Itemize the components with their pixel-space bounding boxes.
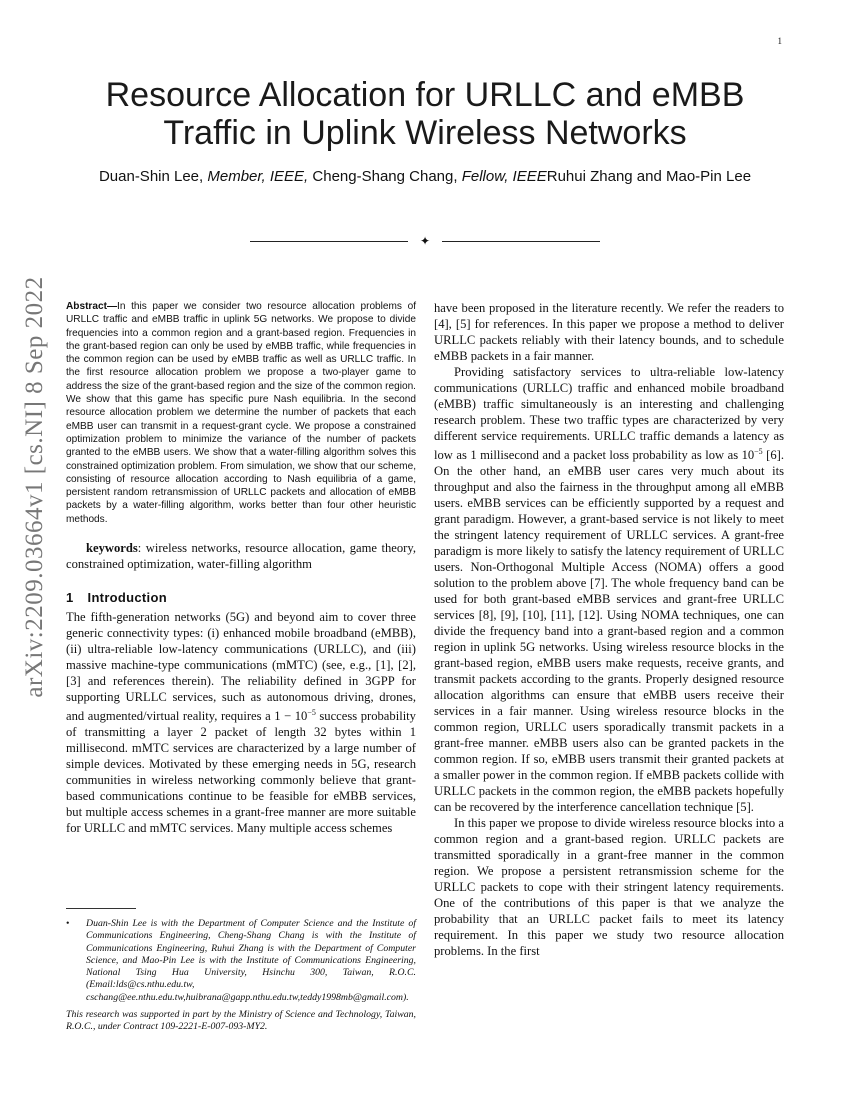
abstract-text: In this paper we consider two resource allocation problems of URLLC traffic and eMBB traffic in uplink 5G networks. We propose to divide frequencies into a common region and a grant-based region. Frequencies in the grant-based region can only be used by eMBB traffic, while frequencies in the common region can be used by eMBB traffic as well as URLLC traffic. In the first resource allocation problem we propose a two-player game to address the size of the grant-based region and the size of the common region. We show that this game has specific pure Nash equilibria. In the second resource allocation problem we determine the number of packets that each eMBB user can transmit in a request-grant cycle. We propose a constrained optimization problem to minimize the variance of the number of packets granted to the eMBB users. We show that a water-filling algorithm solves this constrained optimization problem. From simulation, we show that our scheme, consisting of resource allocation according to Nash equilibria of a game, persistent random retransmission of URLLC packets and allocation of eMBB packets by a water-filling algorithm, works better than four other heuristic methods. [66,301,416,525]
right-paragraph-1: have been proposed in the literature recently. We refer the readers to [4], [5] for references. In this paper we propose a method to deliver URLLC packets reliably with their latency bounds, and to schedule eMBB packets in a fair manner. [434,301,784,363]
footnote-affiliation-text: Duan-Shin Lee is with the Department of Computer Science and the Institute of Communications Engineering, Cheng-Shang Chang is with the Institute of Communications Engineering, Ruhui Zhang is with the Department of Computer Science, and Mao-Pin Lee is with the Institute of Communications Engineering, National Tsing Hua University, Hsinchu 300, Taiwan, R.O.C. (Email:lds@cs.nthu.edu.tw, cschang@ee.nthu.edu.tw,huibrana@gapp.nthu.edu.tw,teddy1998mb@gmail.com). [86,918,416,1003]
paper-title [60,76,790,152]
right-column [434,300,784,959]
footnote-support: This research was supported in part by the Ministry of Science and Technology, Taiwan, R.O.C., under Contract 109-2221-E-007-093-MY2. [66,1009,416,1033]
arxiv-stamp-text: arXiv:2209.03664v1 [cs.NI] 8 Sep 2022 [21,276,48,698]
title-line-2: Traffic in Uplink Wireless Networks [163,114,687,152]
divider-diamond-icon: ✦ [419,234,431,248]
left-column [66,300,416,836]
intro-text-post: success probability of transmitting a layer 2 packet of length 32 bytes within 1 millisecond. mMTC services are characterized by a large number of simple devices. Motivated by these emerging needs in 5G, research communities in wireless networking commonly believe that grant-based communications continue to be feasible for eMBB services, but multiple access schemes in a grant-free manner are more suitable for URLLC and mMTC services. Many multiple access schemes [66,709,416,836]
author-line [40,168,810,185]
right-p2-superscript: −5 [754,447,763,456]
divider-line-right [442,241,600,242]
keywords [66,540,416,572]
arxiv-stamp [14,276,56,698]
right-paragraph-2 [434,364,784,815]
section-number: 1 [66,590,74,606]
author-2: Cheng-Shang Chang, [308,168,462,185]
title-line-1: Resource Allocation for URLLC and eMBB [105,76,745,114]
intro-left-paragraph [66,609,416,836]
title-divider [250,234,600,248]
keywords-label: keywords [86,541,138,556]
author-1-role: Member, IEEE, [207,168,309,185]
intro-superscript: −5 [307,708,316,718]
author-1: Duan-Shin Lee, [98,168,208,185]
footnote-rule [66,908,136,909]
intro-text-pre: The fifth-generation networks (5G) and beyond aim to cover three generic connectivity types: (i) enhanced mobile broadband (eMBB), (ii) ultra-reliable low-latency communications (URLLC), and (iii) massive machine-type communications (mMTC) (see, e.g., [1], [2], [3] and references therein). The reliability defined in 3GPP for supporting URLLC services, such as autonomous driving, drones, and augmented/virtual reality, requires a 1 − 10 [66,610,416,724]
keywords-text: : wireless networks, resource allocation, game theory, constrained optimization, water-filling algorithm [66,541,416,572]
page-number: 1 [777,36,782,46]
abstract [66,300,416,526]
divider-line-left [250,241,408,242]
right-p2-pre: Providing satisfactory services to ultra-reliable low-latency communications (URLLC) traffic and enhanced mobile broadband (eMBB) traffic simultaneously is an interesting and challenging research problem. These two traffic types are characterized by very different service requirements. URLLC traffic demands a latency as low as 1 millisecond and a packet loss probability as low as 10 [434,365,784,463]
section-title: Introduction [87,590,167,606]
author-3: Ruhui Zhang and Mao-Pin Lee [546,168,752,185]
section-heading-introduction [66,590,416,605]
footnotes [66,918,416,1034]
abstract-label: Abstract [66,301,107,312]
right-p2-post: [6]. On the other hand, an eMBB user cares very much about its throughput and also the fairness in the throughput among all eMBB users. eMBB services can be efficiently supported by a request and grant paradigm. However, a grant-based service is not likely to meet the stringent latency requirement of URLLC services. A grant-free paradigm is more likely to satisfy the latency requirement of URLLC users. Non-Orthogonal Multiple Access (NOMA) offers a good solution to the problem above [7]. The whole frequency band can be used for both grant-based eMBB services and grant-free URLLC services [8], [9], [10], [11], [12]. Using NOMA techniques, one can divide the frequency band into a grant-based region and a common region in uplink 5G networks. Using wireless resource blocks in the grant-based region, eMBB users make requests, receive grants, and transmit packets according to the grants. Properly designed resource allocation algorithms can ensure that eMBB users receive their services in a fair manner. Using wireless resource blocks in the common region, URLLC users sporadically transmit packets in a grant-free manner. eMBB users also can be granted packets in the common region. If so, eMBB users transmit their granted packets at a smaller power in the common region. If eMBB packets collide with URLLC packets in the common region, the eMBB packets hopefully can be recovered by the interference cancellation technique [5]. [434,448,785,815]
footnote-affiliation [66,918,416,1004]
right-paragraph-3: In this paper we propose to divide wireless resource blocks into a common region and a grant-based region. URLLC packets are transmitted sporadically in a grant-free manner in the common region. We propose a persistent retransmission scheme for the URLLC packets to cope with their stringent latency requirements. One of the contributions of this paper is that we analyze the probability that an URLLC packet fails to meet its latency requirement. In this paper we study two resource allocation problems. In the first [434,816,784,959]
bullet-icon: • [66,918,70,929]
author-2-role: Fellow, IEEE [461,168,547,185]
abstract-dash: — [106,301,118,312]
